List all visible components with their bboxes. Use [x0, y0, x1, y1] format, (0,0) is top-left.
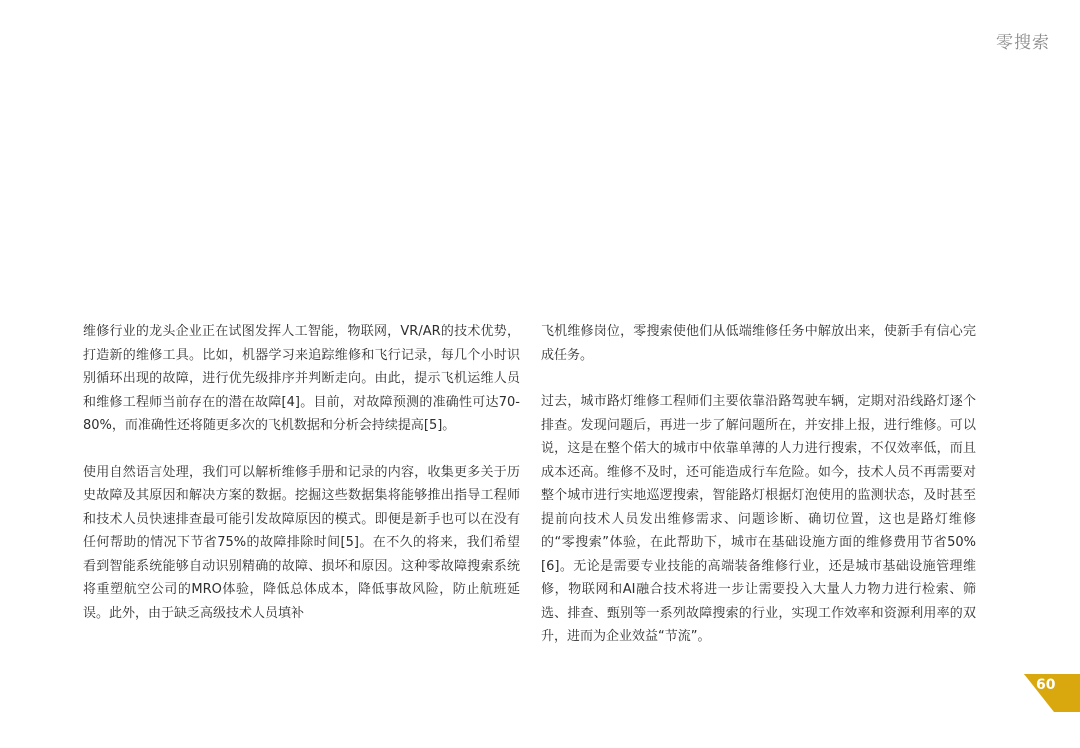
- body-paragraph: 使用自然语言处理，我们可以解析维修手册和记录的内容，收集更多关于历史故障及其原因和解决方案的数据。挖掘这些数据集将能够推出指导工程师和技术人员快速排查最可能引发故障原因的模式。即便是新手也可以在没有任何帮助的情况下节省75%的故障排除时间[5]。在不久的将来，我们希望看到智能系统能够自动识别精确的故障、损坏和原因。这种零故障搜索系统将重塑航空公司的MRO体验，降低总体成本，降低事故风险，防止航班延误。此外，由于缺乏高级技术人员填补: [83, 464, 520, 621]
- body-paragraph: 飞机维修岗位，零搜索使他们从低端维修任务中解放出来，使新手有信心完成任务。: [541, 324, 976, 363]
- page-number: 60: [1036, 677, 1056, 693]
- right-text-column: [541, 320, 976, 672]
- page-header-title: 零搜索: [996, 33, 1050, 53]
- body-paragraph: 维修行业的龙头企业正在试图发挥人工智能，物联网，VR/AR的技术优势，打造新的维修工具。比如，机器学习来追踪维修和飞行记录，每几个小时识别循环出现的故障，进行优先级排序并判断走向。由此，提示飞机运维人员和维修工程师当前存在的潜在故障[4]。目前，对故障预测的准确性可达70-80%，而准确性还将随更多次的飞机数据和分析会持续提高[5]。: [83, 324, 520, 433]
- left-text-column: [83, 320, 520, 648]
- body-paragraph: 过去，城市路灯维修工程师们主要依靠沿路驾驶车辆，定期对沿线路灯逐个排查。发现问题后，再进一步了解问题所在，并安排上报，进行维修。可以说，这是在整个偌大的城市中依靠单薄的人力进行搜索，不仅效率低，而且成本还高。维修不及时，还可能造成行车危险。如今，技术人员不再需要对整个城市进行实地巡逻搜索，智能路灯根据灯泡使用的监测状态，及时甚至提前向技术人员发出维修需求、问题诊断、确切位置，这也是路灯维修的“零搜索”体验，在此帮助下，城市在基础设施方面的维修费用节省50%[6]。无论是需要专业技能的高端装备维修行业，还是城市基础设施管理维修，物联网和AI融合技术将进一步让需要投入大量人力物力进行检索、筛选、排查、甄别等一系列故障搜索的行业，实现工作效率和资源利用率的双升，进而为企业效益“节流”。: [541, 394, 976, 644]
- page-number-badge: [1024, 674, 1080, 712]
